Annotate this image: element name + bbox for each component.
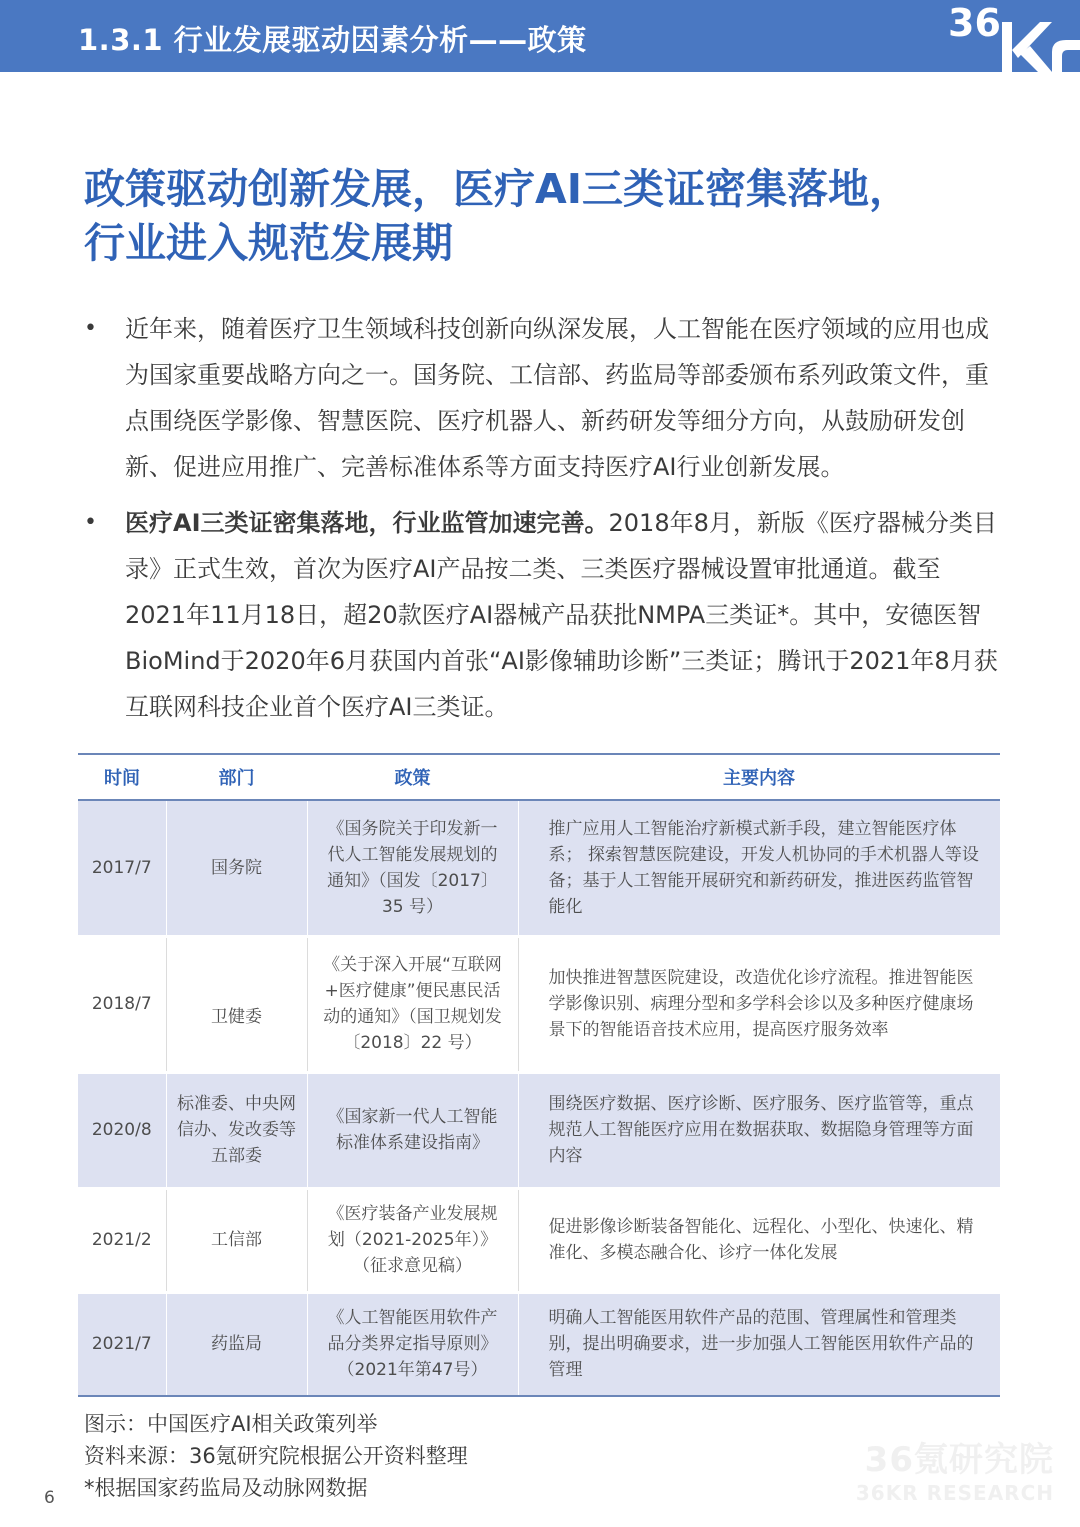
page-headline [84,162,1024,270]
column-header-content: 主要内容 [518,754,1000,800]
table-row [78,1292,1000,1396]
watermark-line-2: 36KR RESEARCH [855,1481,1054,1505]
table-header-row [78,754,1000,800]
headline-line-1: 政策驱动创新发展，医疗AI三类证密集落地， [84,165,910,213]
policy-table [78,753,1000,1397]
column-header-time: 时间 [78,754,166,800]
source-note: 资料来源：36氪研究院根据公开资料整理 [84,1444,468,1468]
page-number: 6 [44,1488,55,1508]
headline-line-2: 行业进入规范发展期 [84,219,453,267]
bullet-dot-icon: • [84,316,97,341]
cell-content: 促进影像诊断装备智能化、远程化、小型化、快速化、精准化、多模态融合化、诊疗一体化发展 [518,1188,1000,1292]
cell-time: 2018/7 [78,936,166,1072]
column-header-dept: 部门 [166,754,307,800]
bullet-dot-icon: • [84,510,97,535]
brand-logo [940,0,1080,72]
bullet-item [84,500,1000,730]
cell-policy: 《关于深入开展“互联网+医疗健康”便民惠民活动的通知》（国卫规划发〔2018〕22 号） [307,936,518,1072]
table-row [78,1188,1000,1292]
bullet-bold-lead: 医疗AI三类证密集落地，行业监管加速完善。 [125,509,609,537]
cell-dept: 工信部 [166,1188,307,1292]
cell-time: 2021/2 [78,1188,166,1292]
bullet-list [84,306,1000,740]
table-row [78,936,1000,1072]
table-row [78,1072,1000,1188]
watermark [856,1432,1054,1505]
table-row [78,800,1000,936]
cell-content: 明确人工智能医用软件产品的范围、管理属性和管理类别，提出明确要求，进一步加强人工智能医用软件产品的管理 [518,1292,1000,1396]
watermark-line-1: 36氪研究院 [864,1440,1054,1480]
cell-dept: 卫健委 [166,936,307,1072]
bullet-item [84,306,1000,490]
logo-icon [940,0,1080,72]
cell-dept: 药监局 [166,1292,307,1396]
cell-time: 2021/7 [78,1292,166,1396]
cell-content: 围绕医疗数据、医疗诊断、医疗服务、医疗监管等，重点规范人工智能医疗应用在数据获取、数据隐身管理等方面内容 [518,1072,1000,1188]
cell-content: 加快推进智慧医院建设，改造优化诊疗流程。推进智能医学影像识别、病理分型和多学科会诊以及多种医疗健康场景下的智能语音技术应用，提高医疗服务效率 [518,936,1000,1072]
svg-text:36: 36 [948,1,1001,45]
cell-policy: 《国家新一代人工智能标准体系建设指南》 [307,1072,518,1188]
cell-policy: 《人工智能医用软件产品分类界定指导原则》（2021年第47号） [307,1292,518,1396]
footnote: *根据国家药监局及动脉网数据 [84,1476,368,1500]
cell-time: 2017/7 [78,800,166,936]
cell-policy: 《国务院关于印发新一代人工智能发展规划的通知》（国发〔2017〕35 号） [307,800,518,936]
section-title: 1.3.1 行业发展驱动因素分析——政策 [78,23,587,57]
cell-content: 推广应用人工智能治疗新模式新手段，建立智能医疗体系； 探索智慧医院建设，开发人机协同的手术机器人等设备；基于人工智能开展研究和新药研发，推进医药监管智能化 [518,800,1000,936]
bullet-text: 2018年8月，新版《医疗器械分类目录》正式生效，首次为医疗AI产品按二类、三类医疗器械设置审批通道。截至2021年11月18日，超20款医疗AI器械产品获批NMPA三类证*。其中，安德医智BioMind于2020年6月获国内首张“AI影像辅助诊断”三类证；腾讯于2021年8月获互联网科技企业首个医疗AI三类证。 [125,509,998,721]
cell-time: 2020/8 [78,1072,166,1188]
figure-caption: 图示：中国医疗AI相关政策列举 [84,1412,378,1436]
table-notes [84,1408,468,1504]
cell-dept: 标准委、中央网信办、发改委等五部委 [166,1072,307,1188]
bullet-text: 近年来，随着医疗卫生领域科技创新向纵深发展，人工智能在医疗领域的应用也成为国家重要战略方向之一。国务院、工信部、药监局等部委颁布系列政策文件，重点围绕医学影像、智慧医院、医疗机器人、新药研发等细分方向，从鼓励研发创新、促进应用推广、完善标准体系等方面支持医疗AI行业创新发展。 [125,315,989,481]
cell-dept: 国务院 [166,800,307,936]
column-header-policy: 政策 [307,754,518,800]
cell-policy: 《医疗装备产业发展规划（2021-2025年）》（征求意见稿） [307,1188,518,1292]
